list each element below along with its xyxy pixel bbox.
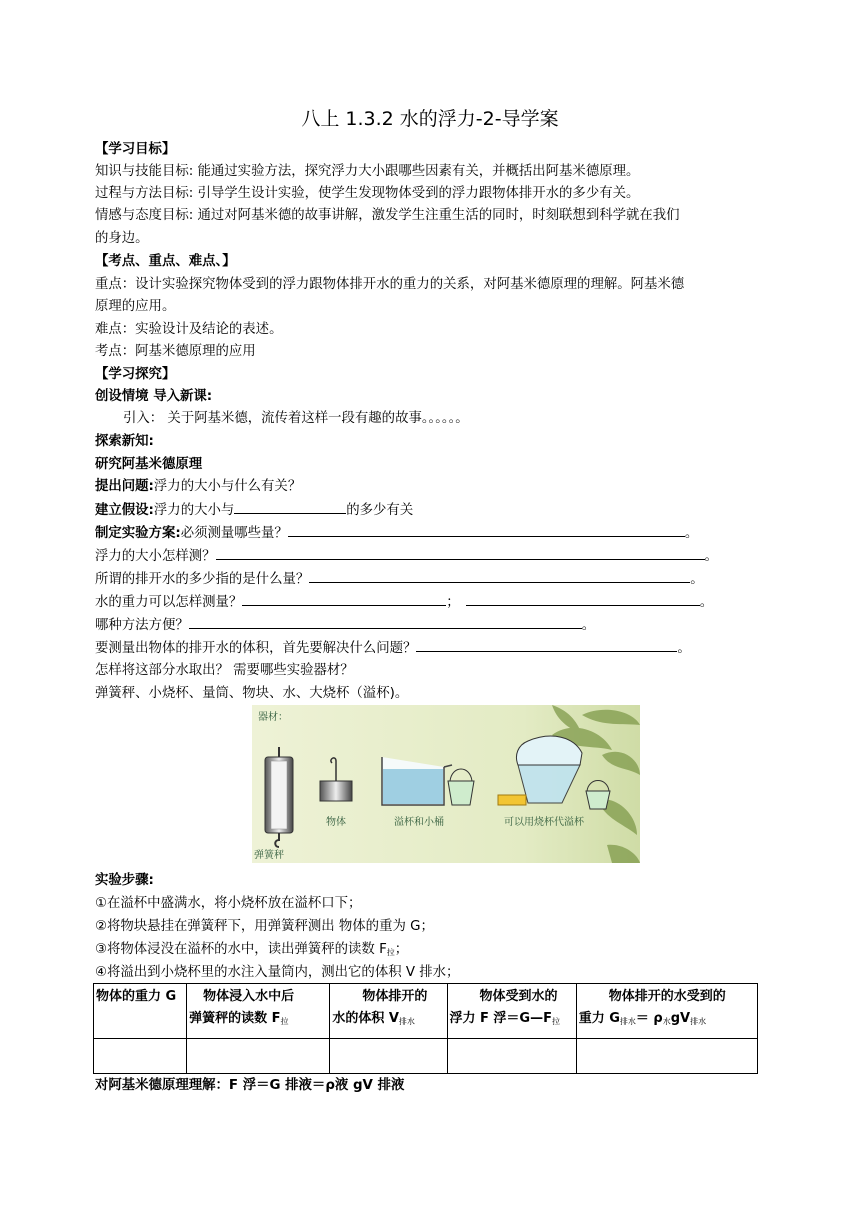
table-header-row — [94, 984, 758, 1039]
section-learning-goals: 【学习目标】 — [95, 142, 176, 157]
displaced-water-blank[interactable] — [309, 569, 690, 583]
goal-process: 过程与方法目标: 引导学生设计实验，使学生发现物体受到的浮力跟物体排开水的多少有关。 — [95, 186, 640, 201]
header-scale-reading-line2 — [189, 1008, 327, 1033]
header-buoyancy-sub: 拉 — [551, 1017, 560, 1026]
header-dw-text-1: 重力 G — [578, 1011, 620, 1026]
label-spring-scale: 弹簧秤 — [254, 850, 284, 861]
intro-text: 引入： 关于阿基米德，流传着这样一段有趣的故事。。。。。。 — [123, 411, 469, 426]
cell-buoyancy[interactable] — [447, 1039, 576, 1074]
header-buoyancy — [447, 984, 576, 1039]
section-key-points: 【考点、重点、难点、】 — [95, 254, 236, 269]
header-weight — [94, 984, 187, 1039]
buoyancy-measure-question: 浮力的大小怎样测？ — [95, 549, 216, 564]
header-buoyancy-text: 浮力 F 浮＝G—F — [449, 1011, 552, 1026]
step-3 — [95, 940, 408, 963]
volume-problem-question: 要测量出物体的排开水的体积，首先要解决什么问题？ — [95, 641, 417, 656]
key-point: 重点：设计实验探究物体受到的浮力跟物体排开水的重力的关系，对阿基米德原理的理解。阿基米德 — [95, 277, 685, 292]
header-scale-reading — [187, 984, 330, 1039]
section-explore: 【学习探究】 — [95, 367, 176, 382]
header-volume-sub: 排水 — [398, 1017, 415, 1026]
header-volume-line2 — [332, 1008, 444, 1033]
archimedes-heading: 研究阿基米德原理 — [95, 457, 203, 472]
header-dw-line2 — [579, 1008, 755, 1033]
goal-emotion: 情感与态度目标: 通过对阿基米德的故事讲解，激发学生注重生活的同时，时刻联想到科学就在我们 — [95, 208, 680, 223]
header-scale-reading-line1: 物体浸入水中后 — [203, 989, 295, 1004]
header-buoyancy-line1: 物体受到水的 — [479, 989, 558, 1004]
end-mark: 。 — [581, 618, 596, 633]
end-mark: 。 — [684, 526, 699, 541]
label-beaker: 可以用烧杯代溢杯 — [504, 817, 584, 828]
equipment-question: 怎样将这部分水取出？ 需要哪些实验器材？ — [95, 663, 354, 678]
header-scale-reading-text: 弹簧秤的读数 F — [189, 1011, 281, 1026]
volume-problem-blank[interactable] — [416, 638, 677, 652]
convenient-method-line — [95, 615, 595, 636]
buoyancy-measure-line — [95, 546, 718, 567]
hypothesis-text: 浮力的大小与 — [153, 503, 235, 518]
key-point-cont: 原理的应用。 — [95, 299, 176, 314]
difficulty: 难点：实验设计及结论的表述。 — [95, 322, 283, 337]
step-3-end: ； — [394, 942, 409, 957]
header-displaced-volume — [330, 984, 447, 1039]
goal-knowledge: 知识与技能目标: 能通过实验方法，探究浮力大小跟哪些因素有关，并概括出阿基米德原理。 — [95, 164, 640, 179]
new-knowledge-heading: 探索新知: — [95, 434, 154, 449]
goal-emotion-cont: 的身边。 — [95, 231, 149, 246]
header-buoyancy-line2 — [450, 1008, 574, 1033]
header-dw-sub-1: 排水 — [619, 1017, 636, 1026]
cell-displaced-volume[interactable] — [330, 1039, 447, 1074]
cell-displaced-weight[interactable] — [576, 1039, 757, 1074]
spring-scale — [265, 747, 293, 847]
step-3-text: ③将物体浸没在溢杯的水中，读出弹簧秤的读数 F — [95, 942, 387, 957]
page-title: 八上 1.3.2 水的浮力-2-导学案 — [301, 108, 559, 130]
header-dw-text-3: gV — [670, 1011, 691, 1026]
step-3-sub: 拉 — [386, 948, 395, 957]
cell-scale-reading[interactable] — [187, 1039, 330, 1074]
data-table — [93, 983, 758, 1074]
header-volume-line1: 物体排开的 — [362, 989, 428, 1004]
header-dw-line1: 物体排开的水受到的 — [608, 989, 726, 1004]
block-object — [498, 795, 526, 805]
convenient-method-blank[interactable] — [189, 615, 582, 629]
question-label: 提出问题: — [95, 479, 154, 494]
water-weight-question: 水的重力可以怎样测量？ — [95, 595, 243, 610]
end-mark: 。 — [677, 641, 691, 656]
equipment-illustration — [252, 705, 640, 863]
header-scale-reading-sub: 拉 — [280, 1017, 289, 1026]
buoyancy-measure-blank[interactable] — [216, 546, 705, 560]
plan-label: 制定实验方案: — [95, 526, 181, 541]
figure-header: 器材： — [258, 712, 288, 723]
end-mark: 。 — [699, 595, 714, 610]
plan-blank[interactable] — [288, 523, 685, 537]
question-text: 浮力的大小与什么有关？ — [153, 479, 302, 494]
steps-heading: 实验步骤: — [95, 873, 154, 888]
plan-question: 必须测量哪些量？ — [180, 526, 288, 541]
equipment-figure — [252, 705, 640, 863]
hypothesis-line — [95, 500, 413, 521]
intro-heading: 创设情境 导入新课: — [95, 389, 213, 404]
water-weight-line — [95, 592, 713, 613]
hypothesis-text-end: 的多少有关 — [346, 503, 414, 518]
hypothesis-label: 建立假设: — [95, 503, 154, 518]
table-row — [94, 1039, 758, 1074]
end-mark: 。 — [690, 572, 704, 587]
step-4: ④将溢出到小烧杯里的水注入量筒内，测出它的体积 V 排水； — [95, 965, 460, 980]
step-2: ②将物块悬挂在弹簧秤下，用弹簧秤测出 物体的重为 G； — [95, 919, 434, 934]
water-weight-blank-2[interactable] — [466, 592, 700, 606]
header-volume-text: 水的体积 V — [332, 1011, 399, 1026]
water-weight-separator: ； — [446, 595, 460, 610]
header-dw-sub-2: 水 — [662, 1017, 671, 1026]
header-dw-sub-3: 排水 — [690, 1017, 707, 1026]
label-overflow-cup: 溢杯和小桶 — [394, 817, 444, 828]
displaced-water-question: 所谓的排开水的多少指的是什么量？ — [95, 572, 310, 587]
volume-problem-line — [95, 638, 691, 659]
plan-line — [95, 523, 698, 544]
convenient-method-question: 哪种方法方便？ — [95, 618, 189, 633]
header-dw-text-2: ＝ ρ — [635, 1011, 663, 1026]
question-line — [95, 477, 301, 497]
header-displaced-weight — [576, 984, 757, 1039]
step-1: ①在溢杯中盛满水，将小烧杯放在溢杯口下； — [95, 896, 362, 911]
conclusion: 对阿基米德原理理解：F 浮＝G 排液＝ρ液 gV 排液 — [95, 1078, 405, 1093]
equipment-list: 弹簧秤、小烧杯、量筒、物块、水、大烧杯（溢杯)。 — [95, 686, 409, 701]
hypothesis-blank[interactable] — [234, 500, 346, 514]
label-object: 物体 — [326, 817, 346, 828]
header-weight-text: 物体的重力 G — [96, 989, 177, 1004]
cell-weight[interactable] — [94, 1039, 187, 1074]
water-weight-blank-1[interactable] — [242, 592, 446, 606]
end-mark: 。 — [704, 549, 718, 564]
displaced-water-line — [95, 569, 704, 590]
exam-point: 考点：阿基米德原理的应用 — [95, 344, 256, 359]
